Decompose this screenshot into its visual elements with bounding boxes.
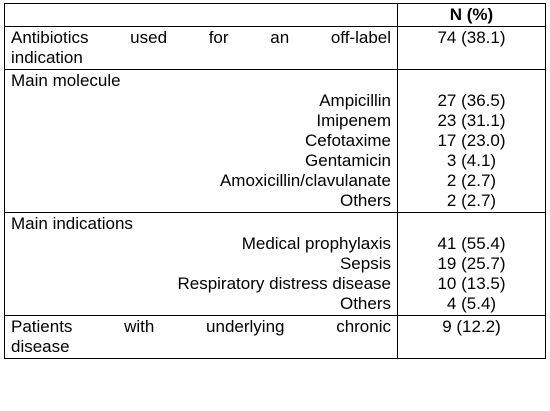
chronic-label-line1: Patients with underlying chronic <box>11 317 391 336</box>
indications-values-cell <box>398 213 546 316</box>
indication-item-value: 41 (55.4) <box>437 234 506 253</box>
molecule-item-value: 17 (23.0) <box>437 131 506 150</box>
header-n-percent: N (%) <box>398 4 546 27</box>
molecule-item-value: 3 (4.1) <box>446 151 497 170</box>
chronic-label-cell <box>5 316 398 359</box>
table-row-molecule <box>5 70 546 213</box>
table-row-chronic <box>5 316 546 359</box>
indications-label-cell <box>5 213 398 316</box>
molecule-title: Main molecule <box>11 71 121 90</box>
antibiotics-table <box>4 3 546 359</box>
offlabel-label-cell <box>5 27 398 70</box>
table-row-indications <box>5 213 546 316</box>
molecule-item-label: Amoxicillin/clavulanate <box>219 171 391 190</box>
header-row <box>5 4 546 27</box>
molecule-item-value: 2 (2.7) <box>446 171 497 190</box>
molecule-item-label: Others <box>339 191 391 210</box>
chronic-label-line2: disease <box>11 337 70 356</box>
table-row-offlabel <box>5 27 546 70</box>
molecule-item-label: Cefotaxime <box>305 131 391 150</box>
molecule-values-cell <box>398 70 546 213</box>
indication-item-value: 4 (5.4) <box>446 294 497 313</box>
indication-item-label: Medical prophylaxis <box>241 234 391 253</box>
offlabel-label-line2: indication <box>11 48 83 67</box>
molecule-label-cell <box>5 70 398 213</box>
offlabel-label-line1: Antibiotics used for an off-label <box>11 28 391 47</box>
molecule-item-value: 2 (2.7) <box>446 191 497 210</box>
indication-item-label: Others <box>339 294 391 313</box>
indication-item-value: 19 (25.7) <box>437 254 506 273</box>
indication-item-label: Respiratory distress disease <box>177 274 391 293</box>
indication-item-value: 10 (13.5) <box>437 274 506 293</box>
chronic-value: 9 (12.2) <box>398 316 546 359</box>
molecule-item-value: 23 (31.1) <box>437 111 506 130</box>
offlabel-value: 74 (38.1) <box>398 27 546 70</box>
molecule-item-value: 27 (36.5) <box>437 91 506 110</box>
header-empty-cell <box>5 4 398 27</box>
molecule-item-label: Gentamicin <box>305 151 391 170</box>
molecule-item-label: Imipenem <box>316 111 391 130</box>
indication-item-label: Sepsis <box>339 254 391 273</box>
molecule-item-label: Ampicillin <box>319 91 391 110</box>
indications-title: Main indications <box>11 214 133 233</box>
